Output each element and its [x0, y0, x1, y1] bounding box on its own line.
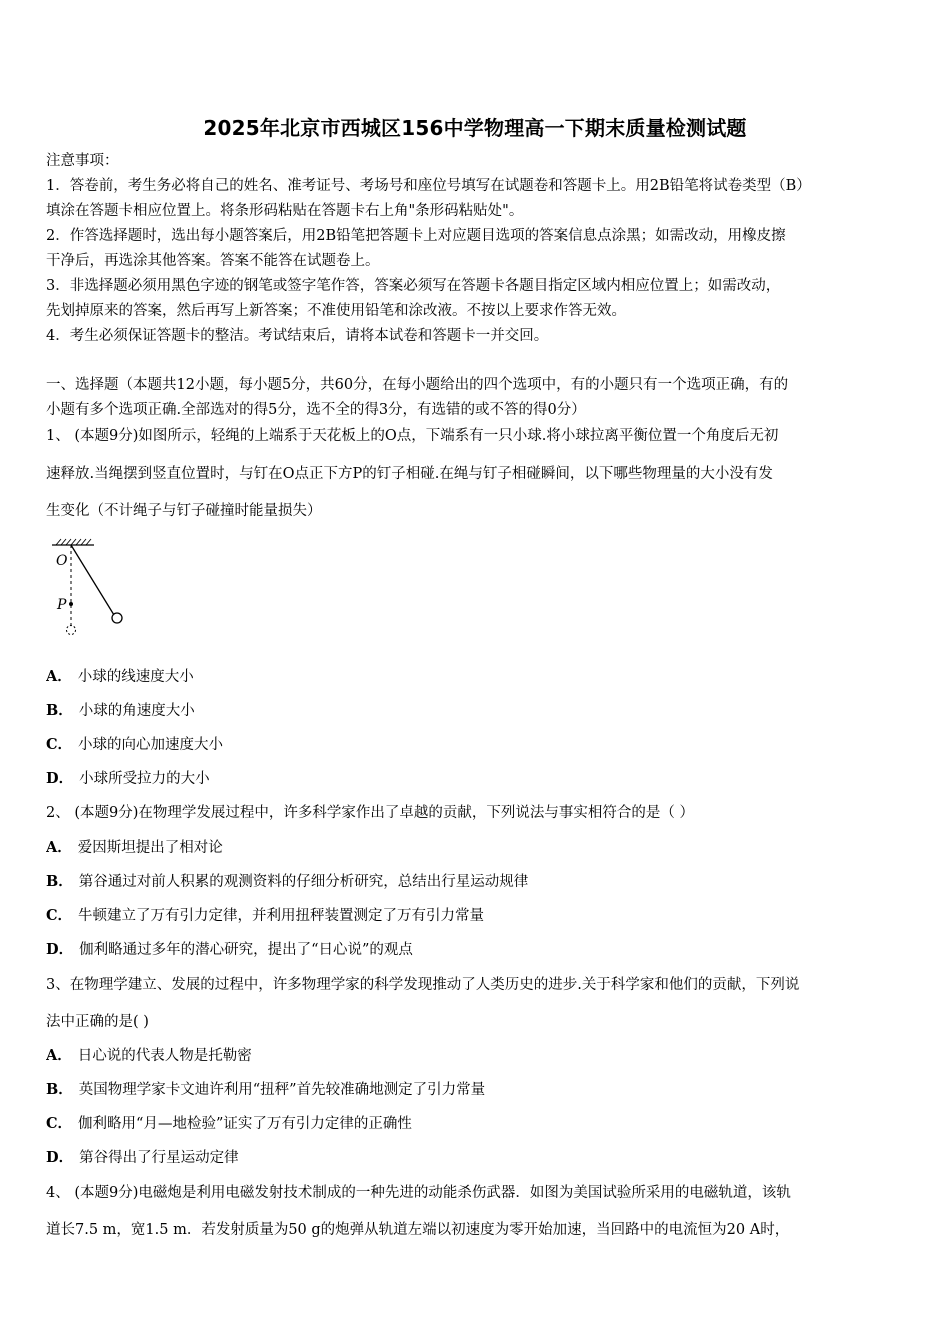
- ball-dashed-circle: [67, 626, 76, 635]
- option-text: 爱因斯坦提出了相对论: [77, 840, 223, 856]
- label-p: P: [57, 597, 67, 613]
- section-heading-line: 小题有多个选项正确.全部选对的得5分，选不全的得3分，有选错的或不答的得0分）: [46, 402, 586, 418]
- question-1-text: 生变化（不计绳子与钉子碰撞时能量损失）: [46, 503, 322, 519]
- option-text: 牛顿建立了万有引力定律，并利用扭秤装置测定了万有引力常量: [78, 908, 485, 924]
- option-letter: D．: [46, 1149, 74, 1166]
- rope-line: [71, 545, 114, 615]
- option-q3-d: [46, 1148, 908, 1168]
- question-3-text: 法中正确的是( ): [46, 1014, 149, 1030]
- option-letter: D．: [46, 770, 74, 787]
- notice-line: 2．作答选择题时，选出每小题答案后，用2B铅笔把答题卡上对应题目选项的答案信息点涂黑；如需改动，用橡皮擦: [46, 228, 786, 244]
- question-2-text: 2、 (本题9分)在物理学发展过程中，许多科学家作出了卓越的贡献，下列说法与事实相符合的是（ ）: [46, 805, 694, 821]
- option-text: 小球的向心加速度大小: [78, 737, 224, 753]
- option-letter: B．: [46, 1081, 73, 1098]
- option-q1-d: [46, 769, 908, 789]
- notice-heading: 注意事项：: [46, 153, 119, 169]
- notice-line: 填涂在答题卡相应位置上。将条形码粘贴在答题卡右上角"条形码粘贴处"。: [46, 203, 524, 219]
- option-letter: C．: [46, 1115, 73, 1132]
- option-text: 第谷得出了行星运动定律: [79, 1150, 239, 1166]
- question-1-text: 1、 (本题9分)如图所示，轻绳的上端系于天花板上的O点，下端系有一只小球.将小球拉离平衡位置一个角度后无初: [46, 428, 779, 444]
- option-text: 第谷通过对前人积累的观测资料的仔细分析研究，总结出行星运动规律: [78, 874, 529, 890]
- option-letter: B．: [46, 873, 73, 890]
- notice-line: 干净后，再选涂其他答案。答案不能答在试题卷上。: [46, 253, 380, 269]
- option-q2-c: [46, 906, 908, 926]
- option-q3-a: [46, 1046, 908, 1066]
- ball-circle: [112, 613, 122, 623]
- label-o: O: [56, 553, 68, 569]
- option-q2-a: [46, 838, 908, 858]
- option-letter: B．: [46, 702, 73, 719]
- option-text: 小球的角速度大小: [78, 703, 195, 719]
- option-q1-c: [46, 735, 908, 755]
- question-3-text: 3、在物理学建立、发展的过程中，许多物理学家的科学发现推动了人类历史的进步.关于科学家和他们的贡献，下列说: [46, 977, 800, 993]
- option-letter: C．: [46, 736, 73, 753]
- option-q1-b: [46, 701, 908, 721]
- option-letter: C．: [46, 907, 73, 924]
- option-q3-b: [46, 1080, 908, 1100]
- option-q1-a: [46, 667, 908, 687]
- option-letter: A．: [46, 1047, 72, 1064]
- option-q3-c: [46, 1114, 908, 1134]
- notice-line: 4．考生必须保证答题卡的整洁。考试结束后，请将本试卷和答题卡一并交回。: [46, 328, 549, 344]
- option-q2-d: [46, 940, 908, 960]
- option-text: 伽利略用“月—地检验”证实了万有引力定律的正确性: [78, 1116, 412, 1132]
- option-text: 小球的线速度大小: [77, 669, 194, 685]
- question-4-text: 4、 (本题9分)电磁炮是利用电磁发射技术制成的一种先进的动能杀伤武器．如图为美国试验所采用的电磁轨道，该轨: [46, 1185, 791, 1201]
- option-text: 英国物理学家卡文迪许利用“扭秤”首先较准确地测定了引力常量: [78, 1082, 486, 1098]
- question-4-text: 道长7.5 m，宽1.5 m．若发射质量为50 g的炮弹从轨道左端以初速度为零开始加速，当回路中的电流恒为20 A时，: [46, 1222, 790, 1238]
- pendulum-diagram: [44, 535, 134, 640]
- option-q2-b: [46, 872, 908, 892]
- option-letter: A．: [46, 668, 72, 685]
- option-text: 伽利略通过多年的潜心研究，提出了“日心说”的观点: [79, 942, 413, 958]
- option-letter: D．: [46, 941, 74, 958]
- ceiling-hatch: [56, 539, 91, 545]
- notice-line: 先划掉原来的答案，然后再写上新答案；不准使用铅笔和涂改液。不按以上要求作答无效。: [46, 303, 626, 319]
- notice-line: 3．非选择题必须用黑色字迹的钢笔或签字笔作答，答案必须写在答题卡各题目指定区域内相应位置上；如需改动，: [46, 278, 781, 294]
- option-text: 日心说的代表人物是托勒密: [77, 1048, 252, 1064]
- nail-point-p: [69, 602, 73, 606]
- option-text: 小球所受拉力的大小: [79, 771, 210, 787]
- page-title: 2025年北京市西城区156中学物理高一下期末质量检测试题: [203, 116, 747, 140]
- section-heading-line: 一、选择题（本题共12小题，每小题5分，共60分，在每小题给出的四个选项中，有的小题只有一个选项正确，有的: [46, 377, 789, 393]
- question-1-text: 速释放.当绳摆到竖直位置时，与钉在O点正下方P的钉子相碰.在绳与钉子相碰瞬间，以下哪些物理量的大小没有发: [46, 466, 773, 482]
- notice-line: 1．答卷前，考生务必将自己的姓名、准考证号、考场号和座位号填写在试题卷和答题卡上。用2B铅笔将试卷类型（B）: [46, 178, 811, 194]
- option-letter: A．: [46, 839, 72, 856]
